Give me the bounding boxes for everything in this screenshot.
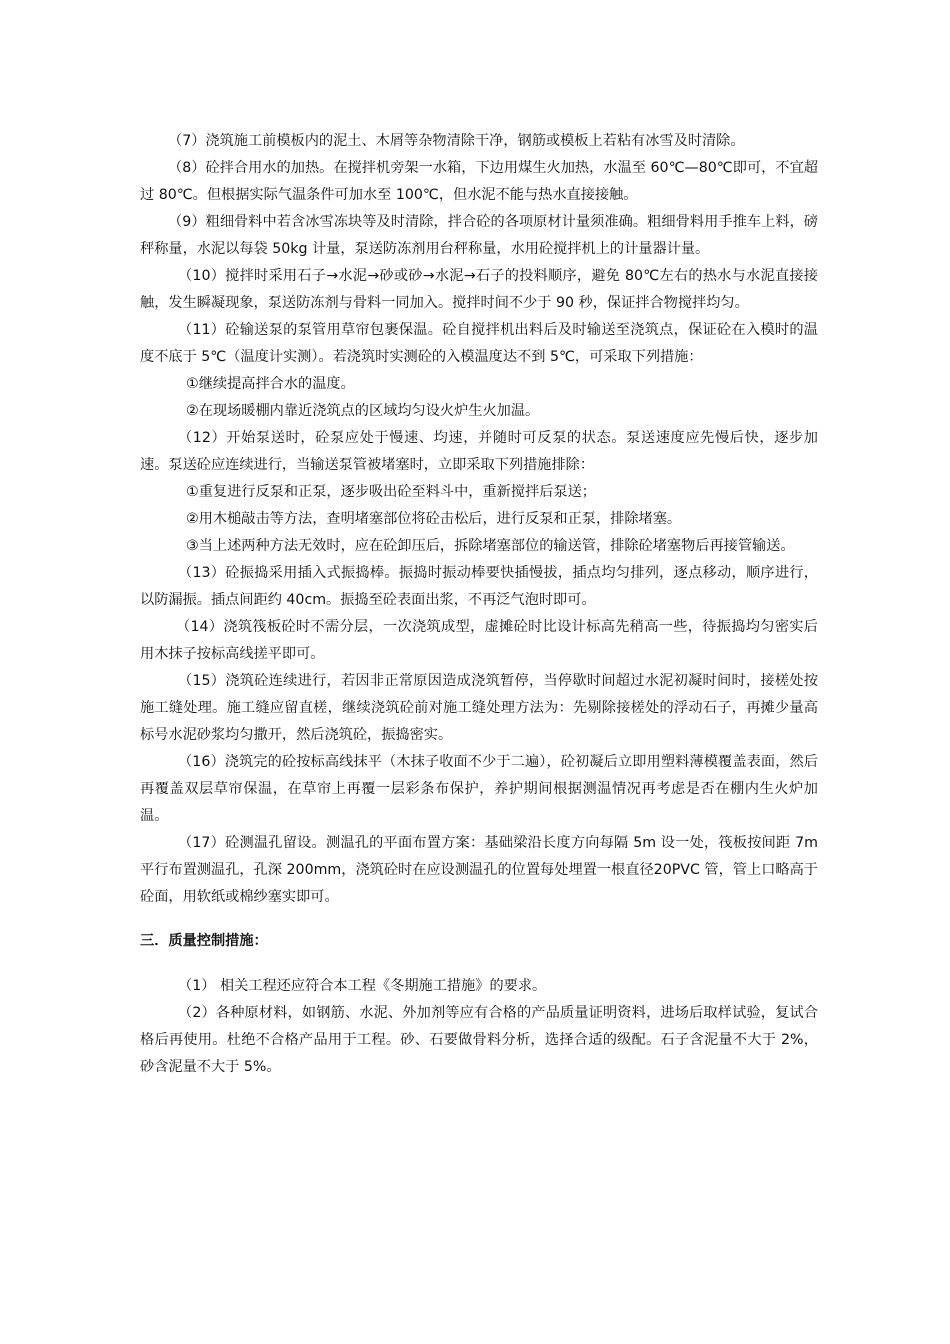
paragraph-15: （15）浇筑砼连续进行，若因非正常原因造成浇筑暂停，当停歇时间超过水泥初凝时间时，接槎处按施工缝处理。施工缝应留直槎，继续浇筑砼前对施工缝处理方法为：先剔除接槎处的浮动石子，再摊少量高标号水泥砂浆均匀撒开，然后浇筑砼，振捣密实。 [140, 673, 818, 743]
paragraph-10: （10）搅拌时采用石子→水泥→砂或砂→水泥→石子的投料顺序，避免 80℃左右的热水与水泥直接接触，发生瞬凝现象，泵送防冻剂与骨料一同加入。搅拌时间不少于 90 秒，保证拌合物搅拌均匀。 [140, 268, 818, 311]
paragraph-13: （13）砼振捣采用插入式振捣棒。振捣时振动棒要快插慢拔，插点均匀排列，逐点移动，顺序进行，以防漏振。插点间距约 40cm。振捣至砼表面出浆，不再泛气泡时即可。 [140, 565, 818, 608]
paragraph-7: （7）浇筑施工前模板内的泥土、木屑等杂物清除干净，钢筋或模板上若粘有冰雪及时清除。 [168, 133, 745, 149]
paragraph-11: （11）砼输送泵的泵管用草帘包裹保温。砼自搅拌机出料后及时输送至浇筑点，保证砼在入模时的温度不底于 5℃（温度计实测）。若浇筑时实测砼的入模温度达不到 5℃，可采取下列措施： [140, 322, 818, 365]
measure-11-2: ②在现场暖棚内靠近浇筑点的区域均匀设火炉生火加温。 [186, 403, 540, 419]
measure-12-2: ②用木槌敲击等方法，查明堵塞部位将砼击松后，进行反泵和正泵，排除堵塞。 [186, 511, 682, 527]
measure-11-1: ①继续提高拌合水的温度。 [186, 376, 355, 392]
measure-12-1: ①重复进行反泵和正泵，逐步吸出砼至料斗中，重新搅拌后泵送； [186, 484, 596, 500]
paragraph-14: （14）浇筑筏板砼时不需分层，一次浇筑成型，虚摊砼时比设计标高先稍高一些，待振捣均匀密实后用木抹子按标高线搓平即可。 [140, 619, 818, 662]
quality-paragraph-2: （2）各种原材料，如钢筋、水泥、外加剂等应有合格的产品质量证明资料，进场后取样试验，复试合格后再使用。杜绝不合格产品用于工程。砂、石要做骨料分析，选择合适的级配。石子含泥量不大于 2%，砂含泥量不大于 5%。 [140, 1005, 818, 1075]
paragraph-16: （16）浇筑完的砼按标高线抹平（木抹子收面不少于二遍），砼初凝后立即用塑料薄模覆盖表面，然后再覆盖双层草帘保温，在草帘上再覆一层彩条布保护，养护期间根据测温情况再考虑是否在棚内生火炉加温。 [140, 754, 818, 824]
paragraph-17: （17）砼测温孔留设。测温孔的平面布置方案：基础梁沿长度方向每隔 5m 设一处，筏板按间距 7m 平行布置测温孔，孔深 200mm，浇筑砼时在应设测温孔的位置每处埋置一根直径20PVC 管，管上口略高于砼面，用软纸或棉纱塞实即可。 [140, 835, 818, 905]
document-page [140, 128, 818, 1081]
paragraph-9: （9）粗细骨料中若含冰雪冻块等及时清除，拌合砼的各项原材计量须准确。粗细骨料用手推车上料，磅秤称量，水泥以每袋 50kg 计量，泵送防冻剂用台秤称量，水用砼搅拌机上的计量器计量。 [140, 214, 818, 257]
paragraph-12: （12）开始泵送时，砼泵应处于慢速、均速，并随时可反泵的状态。泵送速度应先慢后快，逐步加速。泵送砼应连续进行，当输送泵管被堵塞时，立即采取下列措施排除： [140, 430, 818, 473]
quality-paragraph-1: （1） 相关工程还应符合本工程《冬期施工措施》的要求。 [178, 978, 547, 994]
paragraph-8: （8）砼拌合用水的加热。在搅拌机旁架一水箱，下边用煤生火加热，水温至 60℃—80℃即可，不宜超过 80℃。但根据实际气温条件可加水至 100℃，但水泥不能与热水直接接触。 [140, 160, 818, 203]
measure-12-3: ③当上述两种方法无效时，应在砼卸压后，拆除堵塞部位的输送管，排除砼堵塞物后再接管输送。 [186, 538, 795, 554]
section-heading-quality: 三．质量控制措施： [140, 933, 268, 949]
